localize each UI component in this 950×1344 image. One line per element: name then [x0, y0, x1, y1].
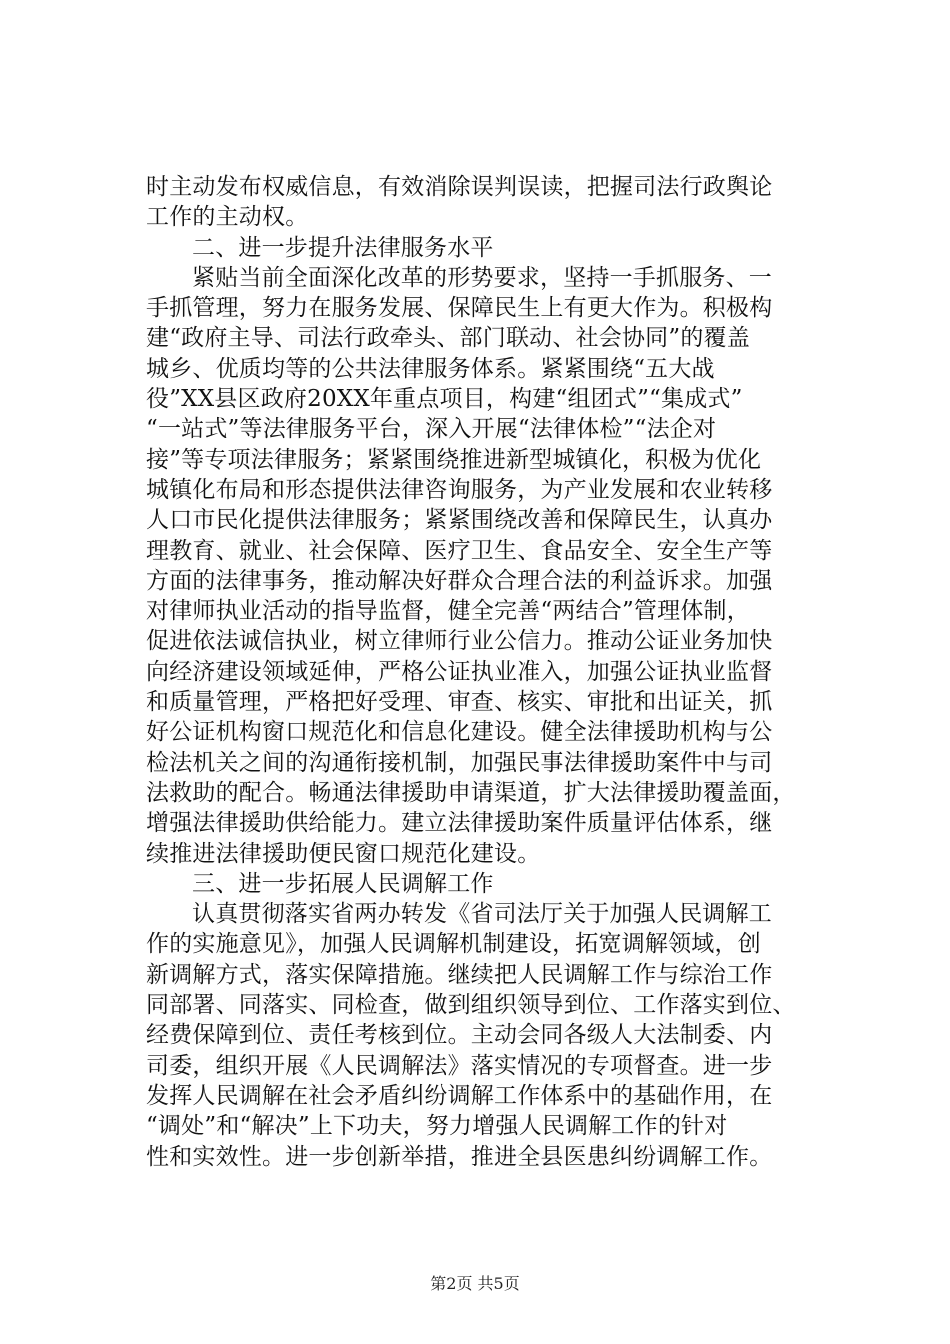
text-line: 好公证机构窗口规范化和信息化建设。健全法律援助机构与公: [146, 719, 773, 746]
text-line: 理教育、就业、社会保障、医疗卫生、食品安全、安全生产等: [146, 537, 773, 564]
text-line: “调处”和“解决”上下功夫，努力增强人民调解工作的针对: [146, 1113, 728, 1140]
text-line: 促进依法诚信执业，树立律师行业公信力。推动公证业务加快: [146, 628, 773, 655]
text-line: 和质量管理，严格把好受理、审查、核实、审批和出证关，抓: [146, 689, 773, 716]
text-line: 方面的法律事务，推动解决好群众合理合法的利益诉求。加强: [146, 567, 773, 594]
text-line: 接”等专项法律服务；紧紧围绕推进新型城镇化，积极为优化: [146, 446, 762, 473]
text-line: 增强法律援助供给能力。建立法律援助案件质量评估体系，继: [146, 810, 773, 837]
text-line: 人口市民化提供法律服务；紧紧围绕改善和保障民生，认真办: [146, 507, 773, 534]
text-line: 认真贯彻落实省两办转发《省司法厅关于加强人民调解工: [192, 901, 772, 928]
text-line: 对律师执业活动的指导监督，健全完善“两结合”管理体制，: [146, 598, 750, 625]
text-line: 新调解方式，落实保障措施。继续把人民调解工作与综治工作: [146, 961, 773, 988]
text-line: 城镇化布局和形态提供法律咨询服务，为产业发展和农业转移: [146, 476, 773, 503]
section-heading-2: 二、进一步提升法律服务水平: [192, 234, 494, 261]
section-heading-3: 三、进一步拓展人民调解工作: [192, 870, 494, 897]
text-line: 建“政府主导、司法行政牵头、部门联动、社会协同”的覆盖: [146, 325, 750, 352]
text-line: 同部署、同落实、同检查，做到组织领导到位、工作落实到位、: [146, 992, 796, 1019]
text-line: 法救助的配合。畅通法律援助申请渠道，扩大法律援助覆盖面，: [146, 779, 796, 806]
text-line: 手抓管理，努力在服务发展、保障民生上有更大作为。积极构: [146, 295, 773, 322]
text-line: 向经济建设领域延伸，严格公证执业准入，加强公证执业监督: [146, 658, 773, 685]
text-line: 续推进法律援助便民窗口规范化建设。: [146, 840, 541, 867]
text-line: 役”XX县区政府20XX年重点项目，构建“组团式”“集成式”: [146, 386, 743, 413]
text-line: 城乡、优质均等的公共法律服务体系。紧紧围绕“五大战: [146, 355, 715, 382]
text-line: 工作的主动权。: [146, 204, 309, 231]
document-body: [146, 172, 826, 1172]
text-line: 时主动发布权威信息，有效消除误判误读，把握司法行政舆论: [146, 174, 773, 200]
text-line: 发挥人民调解在社会矛盾纠纷调解工作体系中的基础作用，在: [146, 1082, 773, 1109]
text-line: 司委，组织开展《人民调解法》落实情况的专项督查。进一步: [146, 1052, 773, 1079]
text-line: 性和实效性。进一步创新举措，推进全县医患纠纷调解工作。: [146, 1143, 773, 1170]
page-number-footer: 第2页 共5页: [430, 1274, 520, 1293]
text-line: “一站式”等法律服务平台，深入开展“法律体检”“法企对: [146, 416, 717, 443]
text-line: 经费保障到位、责任考核到位。主动会同各级人大法制委、内: [146, 1022, 773, 1049]
text-line: 作的实施意见》，加强人民调解机制建设，拓宽调解领域，创: [146, 931, 761, 958]
text-line: 紧贴当前全面深化改革的形势要求，坚持一手抓服务、一: [192, 264, 772, 291]
text-line: 检法机关之间的沟通衔接机制，加强民事法律援助案件中与司: [146, 749, 773, 776]
